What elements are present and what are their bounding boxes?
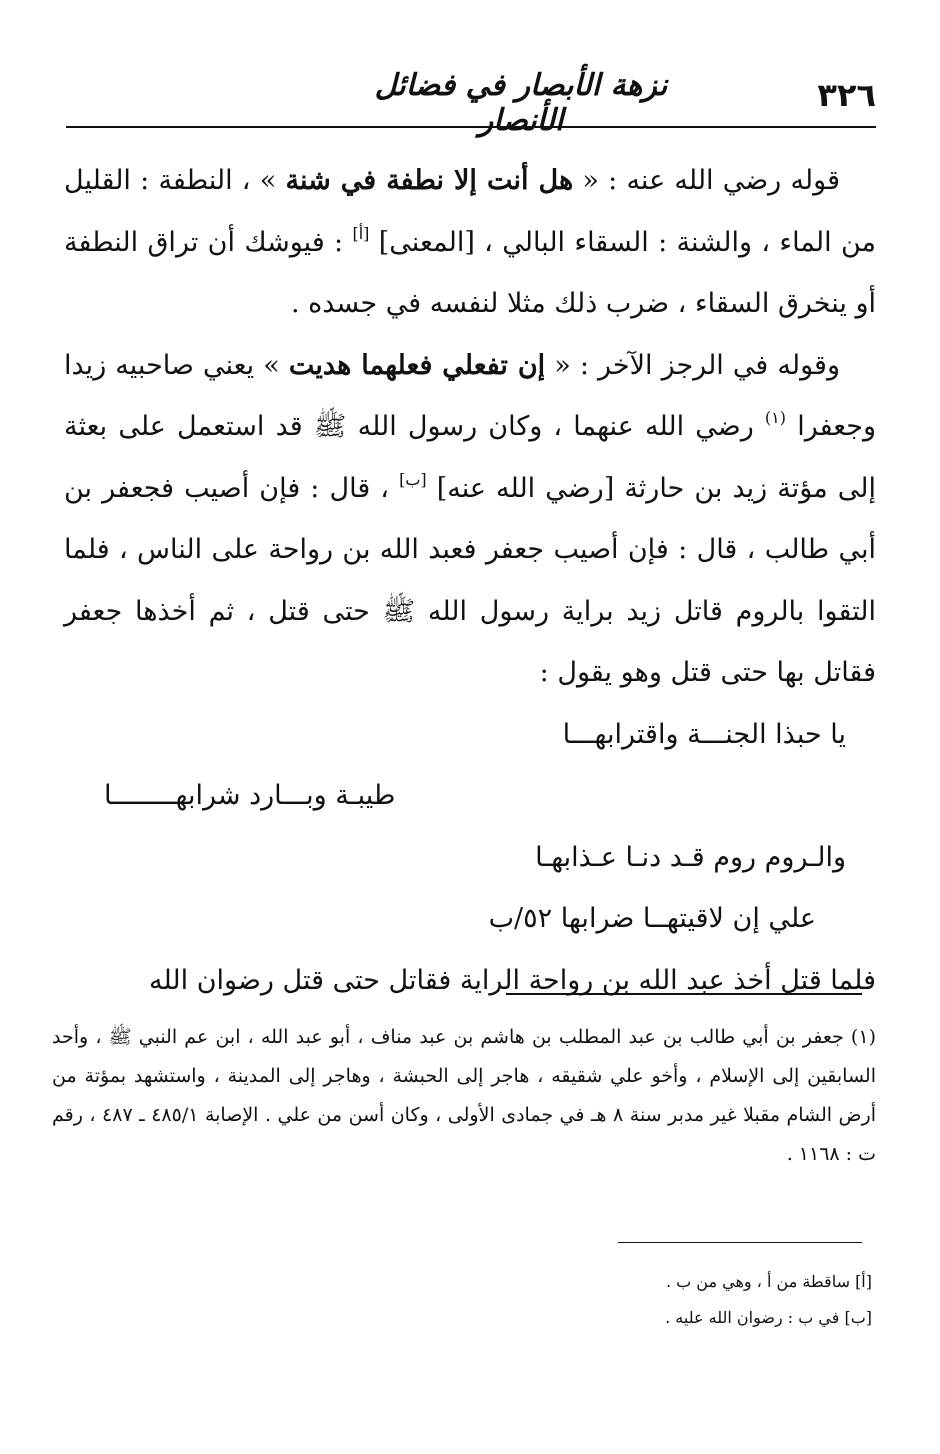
p1-text-c: » ، النطفة : القليل من الماء ، والشنة : السقاء البالي ، [المعنى] xyxy=(64,165,876,258)
footnote-marker-1: (١) xyxy=(764,408,787,427)
variant-marker-a: [أ] xyxy=(352,223,370,243)
verse-line-3: والـروم روم قـد دنـا عـذابهـا xyxy=(535,841,846,873)
verse-line-4: علي إن لاقيتهــا ضرابها ٥٢/ب xyxy=(488,903,816,934)
verse-line-1: يا حبذا الجنـــة واقترابهـــا xyxy=(562,718,846,750)
p2-text-a: وقوله في الرجز الآخر : « xyxy=(545,349,840,381)
p2-quote: إن تفعلي فعلهما هديت xyxy=(288,349,546,381)
header-rule xyxy=(66,126,876,128)
paragraph-2 xyxy=(64,335,876,704)
variant-note-a: [أ] ساقطة من أ ، وهي من ب . xyxy=(665,1272,872,1291)
footnote-1: (١) جعفر بن أبي طالب بن عبد المطلب بن هاشم بن عبد مناف ، أبو عبد الله ، ابن عم النبي ﷺ ، وأحد السابقين إلى الإسلام ، وأخو علي شقيقه ، هاجر إلى الحبشة ، وهاجر إلى المدينة ، واستشهد بمؤتة من أرض الشام مقبلا غير مدبر سنة ٨ هـ في جمادى الأولى ، وكان أسن من علي . الإصابة ٤٨٥/١ ـ ٤٨٧ ، رقم ت : ١١٦٨ . xyxy=(52,1026,876,1165)
p2-text-c: » يعني صاحبيه زيدا وجعفرا xyxy=(64,349,876,442)
variant-marker-b: [ب] xyxy=(399,469,427,489)
page-number: ٣٢٦ xyxy=(817,76,876,114)
p1-text-a: قوله رضي الله عنه : « xyxy=(573,165,840,196)
variant-notes xyxy=(452,1264,872,1336)
p1-quote: هل أنت إلا نطفة في شنة xyxy=(285,165,574,196)
running-title: نزهة الأبصار في فضائل الأنصار xyxy=(374,68,668,138)
variant-note-b: [ب] في ب : رضوان الله عليه . xyxy=(665,1308,872,1327)
p2-text-d: رضي الله عنهما ، وكان رسول الله ﷺ قد استعمل على بعثة إلى مؤتة زيد بن حارثة [رضي الله عنه] xyxy=(64,411,876,504)
paragraph-1 xyxy=(64,150,876,335)
p2-text-e: ، قال : فإن أصيب فجعفر بن أبي طالب ، قال : فإن أصيب جعفر فعبد الله بن رواحة على الناس ، فلما التقوا بالروم قاتل زيد براية رسول الله ﷺ حتى قتل ، ثم أخذها جعفر فقاتل بها حتى قتل وهو يقول : xyxy=(64,472,876,688)
variants-rule xyxy=(618,1242,862,1243)
main-text xyxy=(64,150,876,1011)
page-header xyxy=(66,52,876,138)
footnote-rule xyxy=(506,993,862,995)
verse-line-2: طيبـة وبـــارد شرابهــــــــا xyxy=(104,780,396,811)
p1-text-d: : فيوشك أن تراق النطفة أو ينخرق السقاء ، ضرب ذلك مثلا لنفسه في جسده . xyxy=(64,226,876,319)
paragraph-3: فلما قتل أخذ عبد الله بن رواحة الراية فقاتل حتى قتل رضوان الله xyxy=(148,964,876,996)
